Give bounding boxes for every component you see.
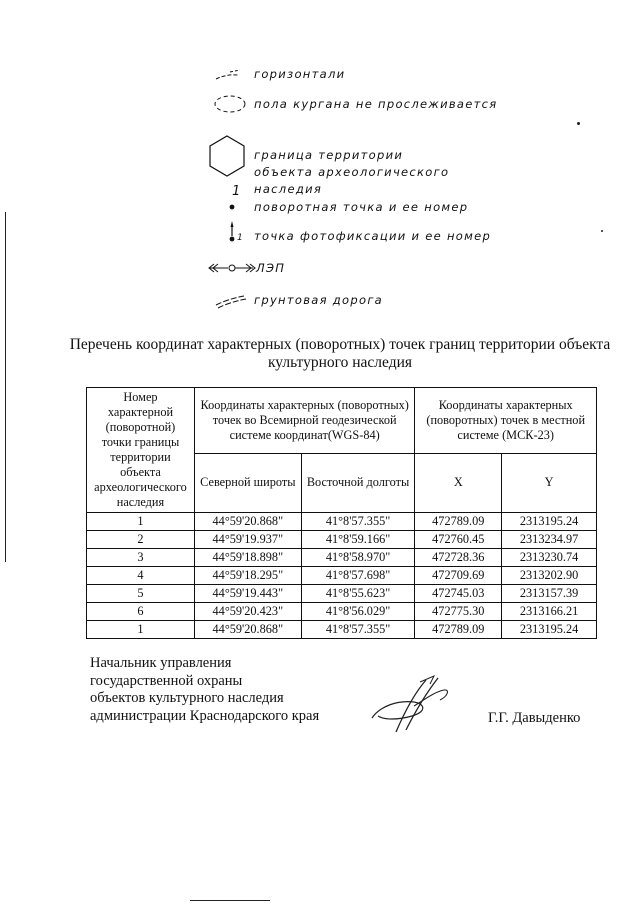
- cell-point-number: 2: [87, 531, 195, 549]
- legend-item-turning-point: [210, 186, 468, 216]
- legend-label: горизонтали: [254, 66, 346, 81]
- cell-latitude: 44°59'19.937": [194, 531, 301, 549]
- cell-y: 2313234.97: [502, 531, 597, 549]
- table-row: [87, 603, 597, 621]
- table-row: [87, 621, 597, 639]
- cell-latitude: 44°59'19.443": [194, 585, 301, 603]
- position-title: [90, 655, 319, 725]
- table-row: [87, 549, 597, 567]
- cell-latitude: 44°59'20.868": [194, 621, 301, 639]
- cell-longitude: 41°8'58.970": [301, 549, 415, 567]
- cell-y: 2313195.24: [502, 621, 597, 639]
- photo-point-number: 1: [237, 233, 243, 243]
- cell-latitude: 44°59'20.868": [194, 513, 301, 531]
- cell-point-number: 1: [87, 513, 195, 531]
- table-row: [87, 531, 597, 549]
- legend-item-mound: [210, 93, 498, 115]
- position-line: Начальник управления: [90, 655, 232, 671]
- cell-point-number: 4: [87, 567, 195, 585]
- scan-speck: [577, 122, 580, 125]
- cell-y: 2313195.24: [502, 513, 597, 531]
- position-line: государственной охраны: [90, 672, 243, 689]
- cell-x: 472789.09: [415, 513, 502, 531]
- header-y: Y: [502, 453, 597, 512]
- legend-item-boundary: [210, 134, 464, 196]
- legend-item-dirt-road: [210, 289, 383, 311]
- legend-item-power-line: [208, 257, 285, 279]
- legend-label: точка фотофиксации и ее номер: [254, 228, 492, 243]
- mound-outline-icon: [210, 93, 250, 115]
- position-line: администрации Краснодарского края: [90, 707, 320, 724]
- cell-longitude: 41°8'57.355": [301, 513, 415, 531]
- cell-point-number: 3: [87, 549, 195, 567]
- cell-x: 472728.36: [415, 549, 502, 567]
- document-title: Перечень координат характерных (поворотных) точек границ территории объекта культурного наследия: [69, 336, 611, 371]
- cell-longitude: 41°8'56.029": [301, 603, 415, 621]
- table-row: [87, 567, 597, 585]
- scan-speck: [601, 230, 603, 232]
- cell-x: 472775.30: [415, 603, 502, 621]
- cell-longitude: 41°8'59.166": [301, 531, 415, 549]
- turning-point-number: 1: [232, 184, 241, 199]
- legend-label: пола кургана не прослеживается: [254, 96, 498, 111]
- cell-x: 472745.03: [415, 585, 502, 603]
- header-east-longitude: Восточной долготы: [301, 453, 415, 512]
- legend-label: поворотная точка и ее номер: [254, 199, 469, 214]
- cell-latitude: 44°59'18.898": [194, 549, 301, 567]
- scan-margin-line: [5, 212, 6, 562]
- scan-bottom-line: [190, 900, 270, 901]
- cell-point-number: 6: [87, 603, 195, 621]
- cell-longitude: 41°8'57.698": [301, 567, 415, 585]
- table-row: [87, 513, 597, 531]
- handwritten-signature: [368, 670, 463, 735]
- cell-y: 2313157.39: [502, 585, 597, 603]
- position-line: объектов культурного наследия: [90, 690, 284, 706]
- header-x: X: [415, 453, 502, 512]
- heritage-boundary-icon: [207, 134, 247, 178]
- turning-point-icon: [210, 186, 250, 216]
- contour-lines-icon: [210, 66, 250, 82]
- cell-latitude: 44°59'18.295": [194, 567, 301, 585]
- cell-y: 2313230.74: [502, 549, 597, 567]
- photo-point-icon: [210, 220, 250, 250]
- cell-point-number: 5: [87, 585, 195, 603]
- table-row: [87, 585, 597, 603]
- cell-x: 472789.09: [415, 621, 502, 639]
- cell-point-number: 1: [87, 621, 195, 639]
- header-point-number: Номер характерной (поворотной) точки границы территории объекта археологического наследия: [87, 388, 195, 513]
- legend-item-photo-point: [210, 220, 491, 250]
- cell-longitude: 41°8'57.355": [301, 621, 415, 639]
- power-line-icon: [208, 260, 258, 276]
- coordinates-table: [86, 387, 597, 639]
- cell-y: 2313166.21: [502, 603, 597, 621]
- signer-name: Г.Г. Давыденко: [488, 710, 581, 726]
- header-msk23: Координаты характерных (поворотных) точек в местной системе (МСК-23): [415, 388, 597, 454]
- cell-x: 472760.45: [415, 531, 502, 549]
- cell-y: 2313202.90: [502, 567, 597, 585]
- header-wgs84: Координаты характерных (поворотных) точек во Всемирной геодезической системе координат(WGS-84): [194, 388, 414, 454]
- table-body: [87, 513, 597, 639]
- cell-x: 472709.69: [415, 567, 502, 585]
- dirt-road-icon: [210, 291, 250, 309]
- cell-latitude: 44°59'20.423": [194, 603, 301, 621]
- cell-longitude: 41°8'55.623": [301, 585, 415, 603]
- legend-label: грунтовая дорога: [254, 292, 384, 307]
- legend-label: граница территории объекта археологического наследия: [254, 148, 450, 196]
- header-north-latitude: Северной широты: [194, 453, 301, 512]
- legend-item-contours: [210, 63, 345, 85]
- table-header-row: [87, 388, 597, 454]
- legend-label: ЛЭП: [256, 260, 286, 275]
